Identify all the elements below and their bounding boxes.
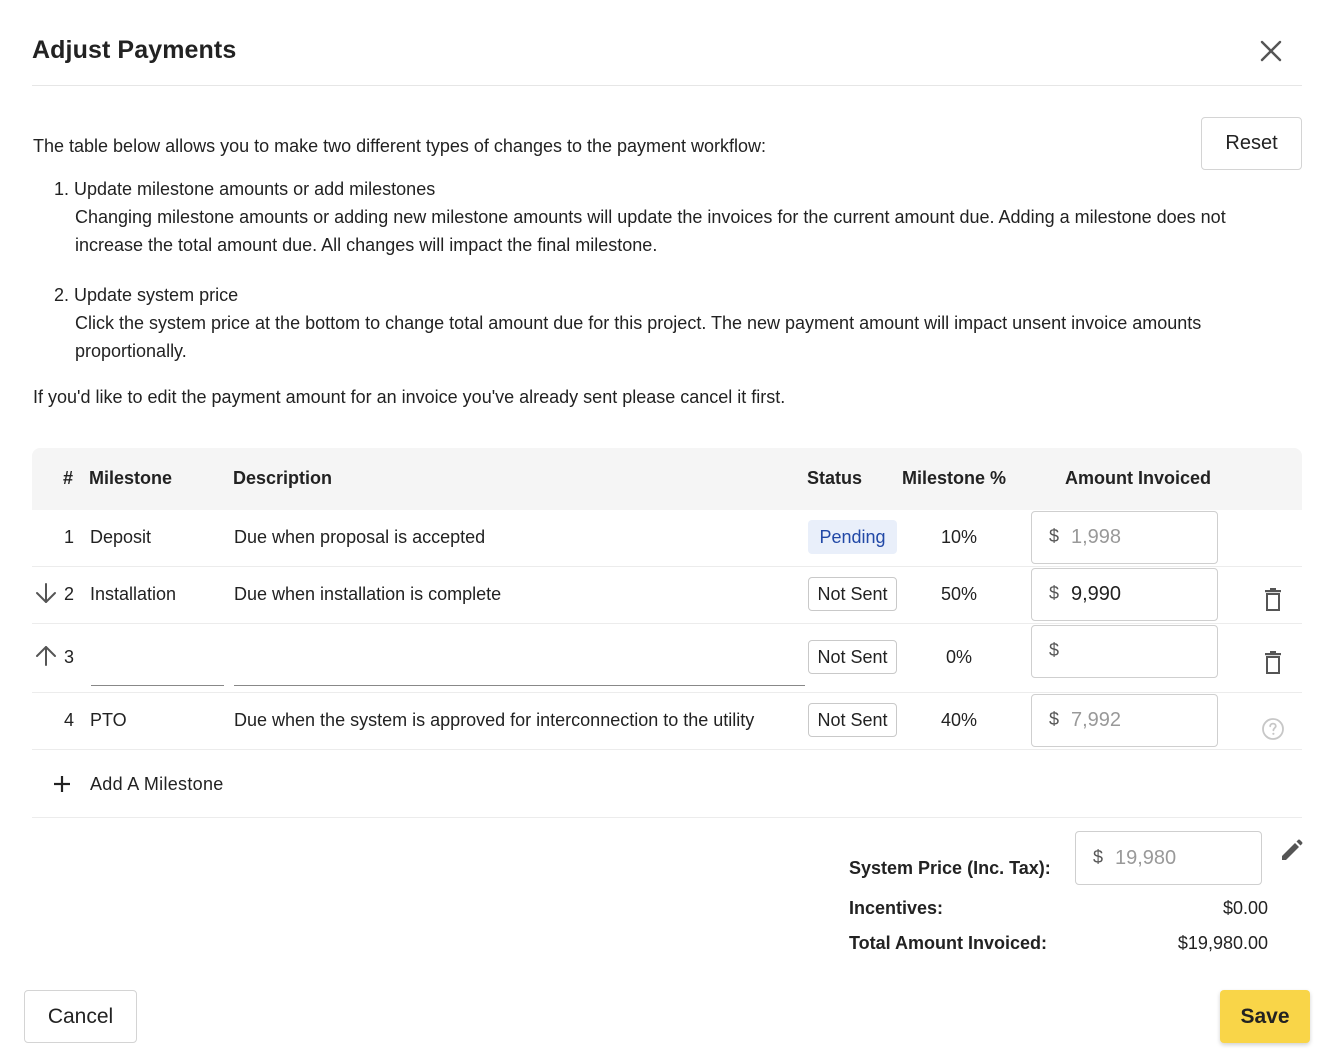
header-milestone: Milestone — [89, 468, 173, 488]
status-badge: Not Sent — [808, 577, 897, 611]
status-badge: Pending — [808, 520, 897, 554]
reset-button[interactable]: Reset — [1201, 117, 1302, 170]
trash-icon[interactable] — [1262, 588, 1284, 612]
dialog-title: Adjust Payments — [32, 36, 237, 64]
currency-symbol: $ — [1049, 640, 1060, 660]
table-row — [32, 693, 1302, 750]
incentives-value: $0.00 — [1222, 898, 1268, 918]
header-num: # — [63, 468, 74, 488]
system-price-label: System Price (Inc. Tax): — [849, 858, 1051, 878]
arrow-up-icon[interactable] — [34, 644, 58, 668]
instruction-1-body: Changing milestone amounts or adding new milestone amounts will update the invoices for the current amount due. Adding a milestone does not increase the total amount due. All changes will impact the final milestone. — [75, 207, 1226, 255]
description-input-underline — [234, 685, 805, 686]
amount-input[interactable] — [1031, 568, 1218, 621]
table-row — [32, 510, 1302, 567]
system-price-value: 19,980 — [1115, 847, 1177, 869]
table-row — [32, 624, 1302, 693]
currency-symbol: $ — [1093, 847, 1104, 867]
row-milestone: Deposit — [90, 527, 152, 547]
row-description: Due when the system is approved for interconnection to the utility — [234, 710, 755, 730]
instructions-note: If you'd like to edit the payment amount for an invoice you've already sent please cancel it first. — [33, 387, 786, 407]
amount-value: 9,990 — [1071, 583, 1122, 605]
table-row — [32, 567, 1302, 624]
row-pct: 50% — [940, 584, 978, 604]
currency-symbol: $ — [1049, 709, 1060, 729]
header-pct: Milestone % — [902, 468, 1007, 488]
add-milestone-button[interactable] — [32, 750, 1302, 818]
milestone-input-underline — [91, 685, 224, 686]
row-num: 3 — [64, 647, 75, 667]
add-milestone-label: Add A Milestone — [90, 774, 224, 794]
table-header — [32, 448, 1302, 510]
row-pct: 40% — [940, 710, 978, 730]
row-description: Due when proposal is accepted — [234, 527, 486, 547]
currency-symbol: $ — [1049, 526, 1060, 546]
instruction-2-body: Click the system price at the bottom to change total amount due for this project. The new payment amount will impact unsent invoice amounts proportionally. — [75, 313, 1202, 361]
arrow-down-icon[interactable] — [34, 581, 58, 605]
trash-icon[interactable] — [1262, 651, 1284, 675]
status-badge: Not Sent — [808, 703, 897, 737]
help-icon[interactable] — [1261, 717, 1285, 741]
row-num: 2 — [64, 584, 75, 604]
amount-input[interactable] — [1031, 694, 1218, 747]
instructions-intro: The table below allows you to make two different types of changes to the payment workflow: — [33, 136, 767, 156]
row-milestone: PTO — [90, 710, 127, 730]
currency-symbol: $ — [1049, 583, 1060, 603]
row-description: Due when installation is complete — [234, 584, 502, 604]
row-pct: 0% — [945, 647, 972, 667]
dialog-header — [32, 0, 1302, 86]
save-button[interactable]: Save — [1220, 990, 1310, 1043]
header-status: Status — [807, 468, 863, 488]
header-amount: Amount Invoiced — [1065, 468, 1212, 488]
close-icon[interactable] — [1257, 37, 1285, 65]
total-invoiced-label: Total Amount Invoiced: — [849, 933, 1047, 953]
row-milestone: Installation — [90, 584, 177, 604]
plus-icon — [52, 774, 72, 794]
incentives-label: Incentives: — [849, 898, 944, 918]
system-price-input[interactable] — [1075, 831, 1262, 885]
header-description: Description — [233, 468, 333, 488]
instruction-2-title: 2. Update system price — [54, 285, 239, 305]
total-invoiced-value: $19,980.00 — [1177, 933, 1268, 953]
cancel-button[interactable]: Cancel — [24, 990, 137, 1043]
instruction-1-title: 1. Update milestone amounts or add milestones — [54, 179, 436, 199]
amount-value: 7,992 — [1071, 709, 1122, 731]
status-badge: Not Sent — [808, 640, 897, 674]
amount-input[interactable] — [1031, 625, 1218, 678]
row-num: 1 — [64, 527, 75, 547]
amount-input[interactable] — [1031, 511, 1218, 564]
row-pct: 10% — [940, 527, 978, 547]
row-num: 4 — [64, 710, 75, 730]
amount-value: 1,998 — [1071, 526, 1122, 548]
pencil-icon[interactable] — [1278, 838, 1304, 864]
